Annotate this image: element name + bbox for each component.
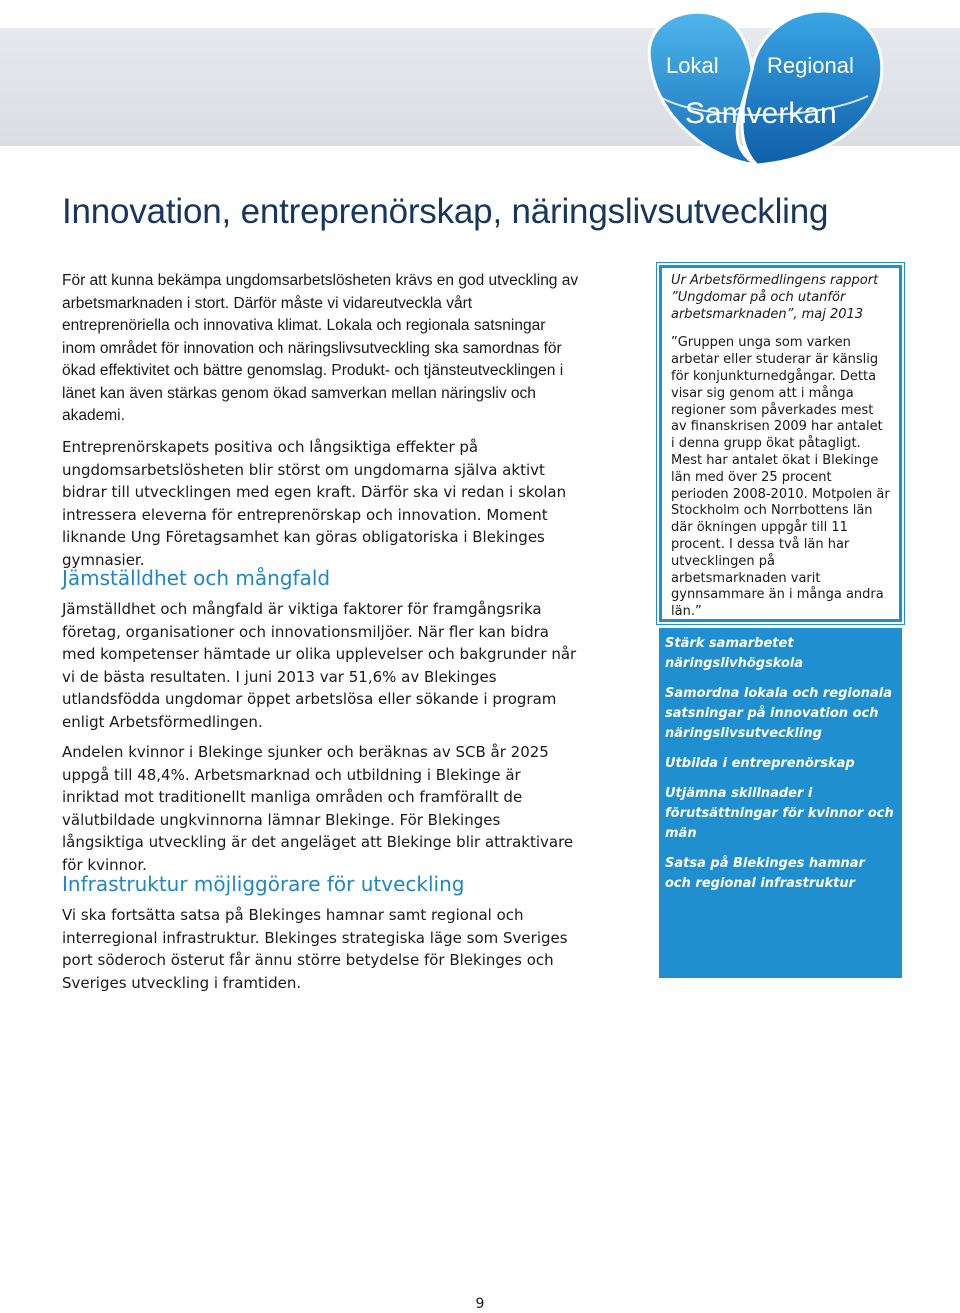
logo-word-lokal: Lokal <box>666 53 719 78</box>
quote-source: Ur Arbetsförmedlingens rapport ”Ungdomar på och utanför arbetsmarknaden”, maj 2013 <box>671 273 879 322</box>
equality-paragraph-2: Andelen kvinnor i Blekinge sjunker och beräknas av SCB år 2025 uppgå till 48,4%. Arbetsmarknad och utbildning i Blekinge är inriktad mot traditionellt manliga områden och framförallt de välutbildade ungkvinnorna lämnar Blekinge. För Blekinges långsiktiga utveckling är det angeläget att Blekinge blir attraktivare för kvinnor. <box>62 743 574 874</box>
logo-word-regional: Regional <box>767 53 854 78</box>
infrastructure-heading: Infrastruktur möjliggörare för utveckling <box>62 872 465 896</box>
intro-paragraph: För att kunna bekämpa ungdomsarbetslösheten krävs en god utveckling av arbetsmarknaden i stort. Därför måste vi vidareutveckla vårt entreprenöriella och innovativa klimat. Lokala och regionala satsningar inom området för innovation och näringslivsutveckling ska samordnas för ökad effektivitet och bättre genomslag. Produkt- och tjänsteutvecklingen i länet kan även stärkas genom ökad samverkan mellan näringsliv och akademi. <box>62 272 579 424</box>
page-number: 9 <box>475 1296 485 1312</box>
action-item: Utbilda i entreprenörskap <box>665 756 855 771</box>
infrastructure-paragraph: Vi ska fortsätta satsa på Blekinges hamnar samt regional och interregional infrastruktur. Blekinges strategiska läge som Sveriges port söderoch österut får ännu större betydelse för Blekinges och Sveriges utveckling i framtiden. <box>62 906 568 992</box>
heart-logo-graphic <box>632 0 892 170</box>
logo-word-samverkan: Samverkan <box>685 97 837 130</box>
action-item: Stärk samarbetet näringslivhögskola <box>665 636 804 671</box>
action-item: Satsa på Blekinges hamnar och regional infrastruktur <box>665 856 865 891</box>
report-quote-box <box>659 265 902 622</box>
action-item: Utjämna skillnader i förutsättningar för kvinnor och män <box>665 786 894 841</box>
lokal-regional-samverkan-logo <box>632 0 892 170</box>
action-points-box <box>659 628 902 978</box>
entrepreneurship-paragraph: Entreprenörskapets positiva och långsiktiga effekter på ungdomsarbetslösheten blir störst om ungdomarna själva aktivt bidrar till utvecklingen med egen kraft. Därför ska vi redan i skolan intressera eleverna för entreprenörskap och innovation. Moment liknande Ung Företagsamhet kan göras obligatoriska i Blekinges gymnasier. <box>62 438 567 569</box>
equality-heading: Jämställdhet och mångfald <box>62 566 331 590</box>
quote-text: ”Gruppen unga som varken arbetar eller studerar är känslig för konjunkturnedgångar. Detta visar sig genom att i många regioner som påverkades mest av finanskrisen 2009 har antalet i denna grupp ökat påtagligt. Mest har antalet ökat i Blekinge län med över 25 procent perioden 2008-2010. Motpolen är Stockholm och Norrbottens län där ökningen uppgår till 11 procent. I dessa två län har utvecklingen på arbetsmarknaden varit gynnsammare än i många andra län.” <box>671 335 890 620</box>
equality-paragraph-1: Jämställdhet och mångfald är viktiga faktorer för framgångsrika företag, organisationer och innovationsmiljöer. När fler kan bidra med kompetenser hämtade ur olika upplevelser och bakgrunder når vi de bästa resultaten. I juni 2013 var 51,6% av Blekinges utlandsfödda ungdomar öppet arbetslösa eller sökande i program enligt Arbetsförmedlingen. <box>62 600 577 731</box>
page-title: Innovation, entreprenörskap, näringslivsutveckling <box>62 192 829 231</box>
action-item: Samordna lokala och regionala satsningar på innovation och näringslivsutveckling <box>665 686 893 741</box>
